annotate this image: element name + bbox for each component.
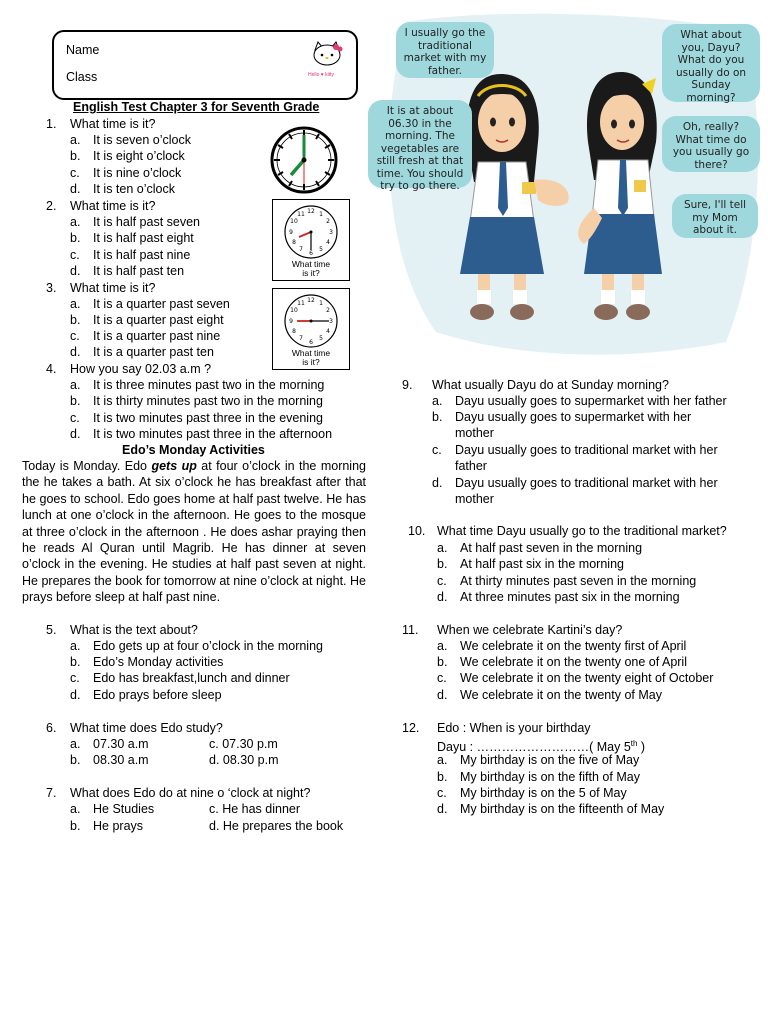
q5-option-c[interactable]: Edo has breakfast,lunch and dinner	[93, 671, 290, 685]
q3-letter-d: d.	[70, 345, 81, 359]
q10-option-b[interactable]: At half past six in the morning	[460, 557, 624, 571]
passage-text: Today is Monday. Edo gets up at four o’clock in the morning the he takes a bath. At six o’clock he has breakfast after that he goes to school. Edo goes home at half past twelve. He has lunch at one o’clock in the afternoon. He goes to the mosque at three o’clock in the afternoon . He does ashar praying then he reads Al Quran until Magrib. He has dinner at seven o’clock in the evening. He studies at half past seven at night. He prepares the book for tomorrow at nine o’clock at night. He prays before sleep at half past nine.	[22, 459, 366, 605]
q9-letter-b: b.	[432, 410, 443, 424]
speech-bubble-3: What about you, Dayu? What do you usually do on Sunday morning?	[662, 24, 760, 102]
q9-option-b-line1[interactable]: Dayu usually goes to supermarket with her	[455, 410, 692, 424]
q2-option-d[interactable]: It is half past ten	[93, 264, 185, 278]
q5-number: 5.	[46, 623, 57, 637]
q5-letter-b: b.	[70, 655, 81, 669]
clock3-num-3: 3	[329, 318, 333, 325]
clock3-num-6: 6	[309, 339, 313, 346]
q5-option-d[interactable]: Edo prays before sleep	[93, 688, 222, 702]
q1-letter-d: d.	[70, 182, 81, 196]
q11-option-d[interactable]: We celebrate it on the twenty of May	[460, 688, 662, 702]
clock3-num-1: 1	[319, 300, 323, 307]
q6-option-d[interactable]: d. 08.30 p.m	[209, 753, 279, 767]
q2-text: What time is it?	[70, 199, 156, 213]
clock2-num-5: 5	[319, 246, 323, 253]
clock2-num-7: 7	[299, 246, 303, 253]
q9-option-b-line2[interactable]: mother	[455, 426, 494, 440]
q2-letter-b: b.	[70, 231, 81, 245]
q11-letter-a: a.	[437, 639, 448, 653]
logo-text: Hello ♥ kitty	[308, 72, 335, 78]
clock3-caption-1: What time	[291, 348, 331, 358]
q2-option-c[interactable]: It is half past nine	[93, 248, 191, 262]
q9-number: 9.	[402, 378, 413, 392]
name-label: Name	[66, 43, 100, 57]
q12-letter-a: a.	[437, 753, 448, 767]
q11-letter-b: b.	[437, 655, 448, 669]
q12-number: 12.	[402, 721, 420, 735]
q7-letter-a: a.	[70, 802, 81, 816]
clock-3-image	[272, 288, 350, 370]
q12-option-d[interactable]: My birthday is on the fifteenth of May	[460, 802, 665, 816]
test-title: English Test Chapter 3 for Seventh Grade	[73, 100, 320, 114]
clock3-num-8: 8	[292, 328, 296, 335]
q4-text: How you say 02.03 a.m ?	[70, 362, 212, 376]
q3-text: What time is it?	[70, 281, 156, 295]
q2-letter-c: c.	[70, 248, 80, 262]
speech-bubble-4: Oh, really? What time do you usually go there?	[662, 116, 760, 172]
hello-kitty-logo	[309, 40, 345, 76]
q7-letter-b: b.	[70, 819, 81, 833]
q6-option-c[interactable]: c. 07.30 p.m	[209, 737, 278, 751]
q12-option-c[interactable]: My birthday is on the 5 of May	[460, 786, 627, 800]
q9-letter-c: c.	[432, 443, 442, 457]
q9-option-d-line2[interactable]: mother	[455, 492, 494, 506]
clock3-num-5: 5	[319, 335, 323, 342]
q9-letter-d: d.	[432, 476, 443, 490]
q3-option-a[interactable]: It is a quarter past seven	[93, 297, 230, 311]
q10-letter-d: d.	[437, 590, 448, 604]
clock2-num-10: 10	[290, 218, 298, 225]
q4-letter-b: b.	[70, 394, 81, 408]
clock3-num-10: 10	[290, 307, 298, 314]
q1-letter-a: a.	[70, 133, 81, 147]
speech-bubble-5: Sure, I'll tell my Mom about it.	[672, 194, 758, 238]
q12-option-b[interactable]: My birthday is on the fifth of May	[460, 770, 640, 784]
clock3-num-12: 12	[307, 297, 315, 304]
clock2-caption-1: What time	[291, 259, 331, 269]
q10-number: 10.	[408, 524, 426, 538]
q10-letter-c: c.	[437, 574, 447, 588]
class-label: Class	[66, 70, 98, 84]
clock2-num-1: 1	[319, 211, 323, 218]
q7-option-c[interactable]: c. He has dinner	[209, 802, 301, 816]
q11-option-a[interactable]: We celebrate it on the twenty first of April	[460, 639, 687, 653]
clock3-num-11: 11	[297, 300, 305, 307]
q9-text: What usually Dayu do at Sunday morning?	[432, 378, 669, 392]
q3-letter-a: a.	[70, 297, 81, 311]
q5-option-a[interactable]: Edo gets up at four o’clock in the morning	[93, 639, 323, 653]
q1-number: 1.	[46, 117, 57, 131]
q12-option-a[interactable]: My birthday is on the five of May	[460, 753, 640, 767]
q1-option-b[interactable]: It is eight o’clock	[93, 149, 185, 163]
clock2-num-4: 4	[326, 239, 330, 246]
q3-letter-c: c.	[70, 329, 80, 343]
q1-option-d[interactable]: It is ten o’clock	[93, 182, 175, 196]
q4-option-a[interactable]: It is three minutes past two in the morning	[93, 378, 325, 392]
clock2-num-3: 3	[329, 229, 333, 236]
q5-option-b[interactable]: Edo’s Monday activities	[93, 655, 224, 669]
clock2-num-11: 11	[297, 211, 305, 218]
clock2-num-6: 6	[309, 250, 313, 257]
q1-letter-c: c.	[70, 166, 80, 180]
q9-letter-a: a.	[432, 394, 443, 408]
q11-letter-c: c.	[437, 671, 447, 685]
clock-2-image	[272, 199, 350, 281]
q4-letter-c: c.	[70, 411, 80, 425]
clock3-num-7: 7	[299, 335, 303, 342]
q10-option-c[interactable]: At thirty minutes past seven in the morning	[460, 574, 697, 588]
clock3-caption-2: is it?	[302, 357, 320, 367]
q7-option-a[interactable]: He Studies	[93, 802, 155, 816]
q11-text: When we celebrate Kartini’s day?	[437, 623, 623, 637]
clock2-num-2: 2	[326, 218, 330, 225]
speech-bubble-2: It is at about 06.30 in the morning. The vegetables are still fresh at that time. You should try to go there.	[368, 100, 472, 188]
q7-number: 7.	[46, 786, 57, 800]
clock2-caption-2: is it?	[302, 268, 320, 278]
q6-text: What time does Edo study?	[70, 721, 223, 735]
q2-letter-a: a.	[70, 215, 81, 229]
q3-option-b[interactable]: It is a quarter past eight	[93, 313, 224, 327]
q1-option-c[interactable]: It is nine o’clock	[93, 166, 182, 180]
q9-option-c-line1[interactable]: Dayu usually goes to traditional market with her	[455, 443, 718, 457]
q5-letter-d: d.	[70, 688, 81, 702]
q12-text: Edo : When is your birthday	[437, 721, 591, 735]
q3-option-d[interactable]: It is a quarter past ten	[93, 345, 214, 359]
q12-letter-c: c.	[437, 786, 447, 800]
q6-letter-a: a.	[70, 737, 81, 751]
q10-text: What time Dayu usually go to the traditional market?	[437, 524, 727, 538]
q11-option-c[interactable]: We celebrate it on the twenty eight of October	[460, 671, 714, 685]
q7-text: What does Edo do at nine o ‘clock at night?	[70, 786, 311, 800]
clock3-num-9: 9	[289, 318, 293, 325]
q10-option-d[interactable]: At three minutes past six in the morning	[460, 590, 680, 604]
q4-option-d[interactable]: It is two minutes past three in the afternoon	[93, 427, 333, 441]
q7-option-b[interactable]: He prays	[93, 819, 144, 833]
q12-dialogue-line: Dayu : ………………………( May 5th )	[437, 739, 646, 755]
q10-option-a[interactable]: At half past seven in the morning	[460, 541, 643, 555]
clock-1-image	[270, 126, 338, 194]
q6-letter-b: b.	[70, 753, 81, 767]
clock2-num-8: 8	[292, 239, 296, 246]
speech-bubble-1: I usually go the traditional market with my father.	[396, 22, 494, 78]
q4-option-c[interactable]: It is two minutes past three in the evening	[93, 411, 323, 425]
q3-option-c[interactable]: It is a quarter past nine	[93, 329, 221, 343]
q4-number: 4.	[46, 362, 57, 376]
q3-letter-b: b.	[70, 313, 81, 327]
q4-letter-d: d.	[70, 427, 81, 441]
q2-option-a[interactable]: It is half past seven	[93, 215, 201, 229]
q3-number: 3.	[46, 281, 57, 295]
q5-text: What is the text about?	[70, 623, 198, 637]
q9-option-a[interactable]: Dayu usually goes to supermarket with her father	[455, 394, 727, 408]
q5-letter-a: a.	[70, 639, 81, 653]
passage-title: Edo’s Monday Activities	[122, 443, 265, 457]
q11-option-b[interactable]: We celebrate it on the twenty one of April	[460, 655, 687, 669]
q10-letter-b: b.	[437, 557, 448, 571]
q9-option-c-line2[interactable]: father	[455, 459, 487, 473]
q6-option-a[interactable]: 07.30 a.m	[93, 737, 149, 751]
q2-letter-d: d.	[70, 264, 81, 278]
q6-option-b[interactable]: 08.30 a.m	[93, 753, 149, 767]
q11-letter-d: d.	[437, 688, 448, 702]
clock2-num-9: 9	[289, 229, 293, 236]
q2-option-b[interactable]: It is half past eight	[93, 231, 194, 245]
q4-letter-a: a.	[70, 378, 81, 392]
clock3-num-2: 2	[326, 307, 330, 314]
q2-number: 2.	[46, 199, 57, 213]
q11-number: 11.	[402, 623, 419, 637]
q5-letter-c: c.	[70, 671, 80, 685]
q7-option-d[interactable]: d. He prepares the book	[209, 819, 344, 833]
clock3-num-4: 4	[326, 328, 330, 335]
q4-option-b[interactable]: It is thirty minutes past two in the morning	[93, 394, 323, 408]
q9-option-d-line1[interactable]: Dayu usually goes to traditional market with her	[455, 476, 718, 490]
conversation-illustration	[366, 12, 764, 362]
clock2-num-12: 12	[307, 208, 315, 215]
q12-letter-d: d.	[437, 802, 448, 816]
q1-letter-b: b.	[70, 149, 81, 163]
q6-number: 6.	[46, 721, 57, 735]
q1-option-a[interactable]: It is seven o’clock	[93, 133, 191, 147]
q12-letter-b: b.	[437, 770, 448, 784]
q10-letter-a: a.	[437, 541, 448, 555]
q1-text: What time is it?	[70, 117, 156, 131]
